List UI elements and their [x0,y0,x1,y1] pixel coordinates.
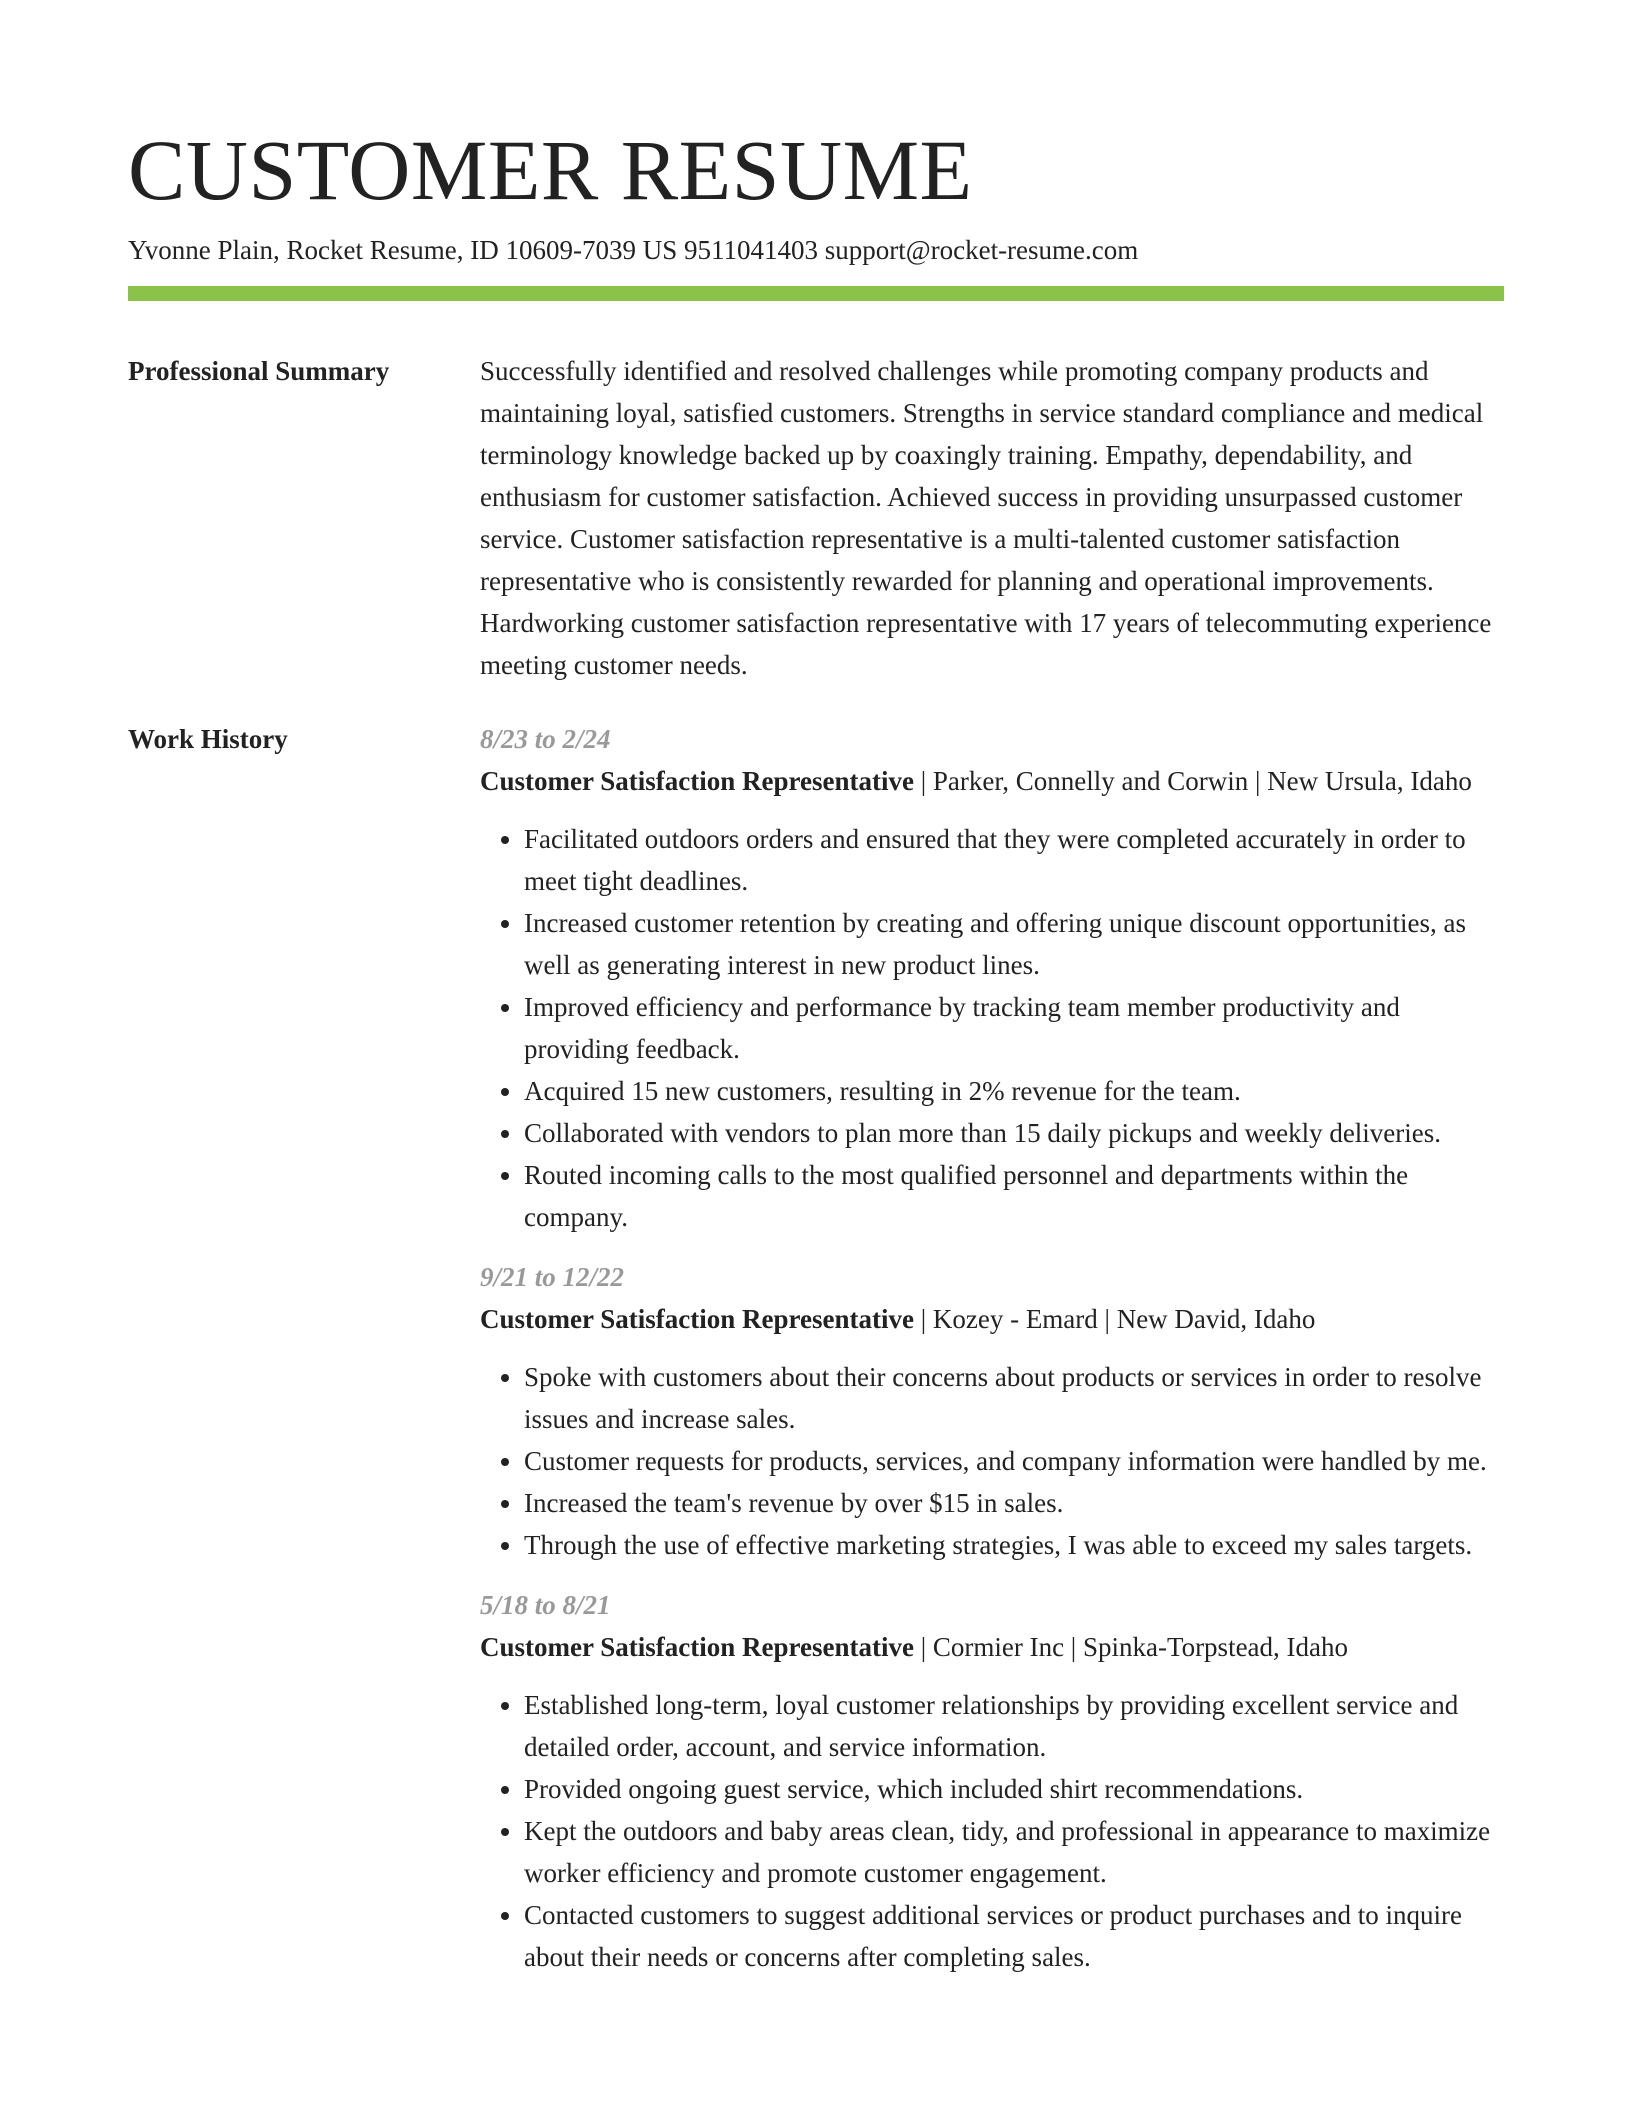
job-bullet-list [480,1356,1504,1566]
job-bullet: • Routed incoming calls to the most qualified personnel and departments within the company. [524,1154,1504,1238]
job-bullet: • Increased the team's revenue by over $15 in sales. [524,1482,1504,1524]
job-dates: 9/21 to 12/22 [480,1262,625,1292]
professional-summary-text: Successfully identified and resolved challenges while promoting company products and maintaining loyal, satisfied customers. Strengths in service standard compliance and medical terminology knowledge backed up by coaxingly training. Empathy, dependability, and enthusiasm for customer satisfaction. Achieved success in providing unsurpassed customer service. Customer satisfaction representative is a multi-talented customer satisfaction representative who is consistently rewarded for planning and operational improvements. Hardworking customer satisfaction representative with 17 years of telecommuting experience meeting customer needs. [480,356,1492,680]
job-bullet: • Customer requests for products, services, and company information were handled by me. [524,1440,1504,1482]
job-bullet: • Kept the outdoors and baby areas clean, tidy, and professional in appearance to maximize worker efficiency and promote customer engagement. [524,1810,1504,1894]
section-label-professional-summary: Professional Summary [128,356,390,386]
job-heading [480,1626,1504,1668]
job-details: | Parker, Connelly and Corwin | New Ursula, Idaho [913,766,1472,796]
job-bullet: • Through the use of effective marketing strategies, I was able to exceed my sales targets. [524,1524,1504,1566]
job-bullet: • Acquired 15 new customers, resulting in 2% revenue for the team. [524,1070,1504,1112]
job-bullet: • Collaborated with vendors to plan more than 15 daily pickups and weekly deliveries. [524,1112,1504,1154]
resume-title: CUSTOMER RESUME [128,122,973,218]
job-bullet: • Improved efficiency and performance by tracking team member productivity and providing feedback. [524,986,1504,1070]
job-details: | Cormier Inc | Spinka-Torpstead, Idaho [913,1632,1349,1662]
job-dates: 8/23 to 2/24 [480,724,611,754]
job-bullet: • Provided ongoing guest service, which included shirt recommendations. [524,1768,1504,1810]
job-title: Customer Satisfaction Representative [480,1632,914,1662]
job-bullet-list [480,818,1504,1238]
job-entry [480,718,1504,1238]
job-bullet-list [480,1684,1504,1978]
section-label-work-history: Work History [128,724,288,754]
job-bullet: • Facilitated outdoors orders and ensured that they were completed accurately in order to meet tight deadlines. [524,818,1504,902]
job-heading [480,1298,1504,1340]
header-divider [128,286,1504,301]
job-bullet: • Contacted customers to suggest additional services or product purchases and to inquire about their needs or concerns after completing sales. [524,1894,1504,1978]
job-title: Customer Satisfaction Representative [480,766,914,796]
contact-line: Yvonne Plain, Rocket Resume, ID 10609-7039 US 9511041403 support@rocket-resume.com [128,235,1139,265]
job-bullet: • Established long-term, loyal customer relationships by providing excellent service and detailed order, account, and service information. [524,1684,1504,1768]
job-title: Customer Satisfaction Representative [480,1304,914,1334]
job-bullet: • Increased customer retention by creating and offering unique discount opportunities, as well as generating interest in new product lines. [524,902,1504,986]
professional-summary-body [480,350,1504,686]
job-dates: 5/18 to 8/21 [480,1590,611,1620]
job-details: | Kozey - Emard | New David, Idaho [913,1304,1316,1334]
job-bullet: • Spoke with customers about their concerns about products or services in order to resolve issues and increase sales. [524,1356,1504,1440]
job-entry [480,1256,1504,1566]
work-history-body [480,718,1504,1996]
job-heading [480,760,1504,802]
job-entry [480,1584,1504,1978]
